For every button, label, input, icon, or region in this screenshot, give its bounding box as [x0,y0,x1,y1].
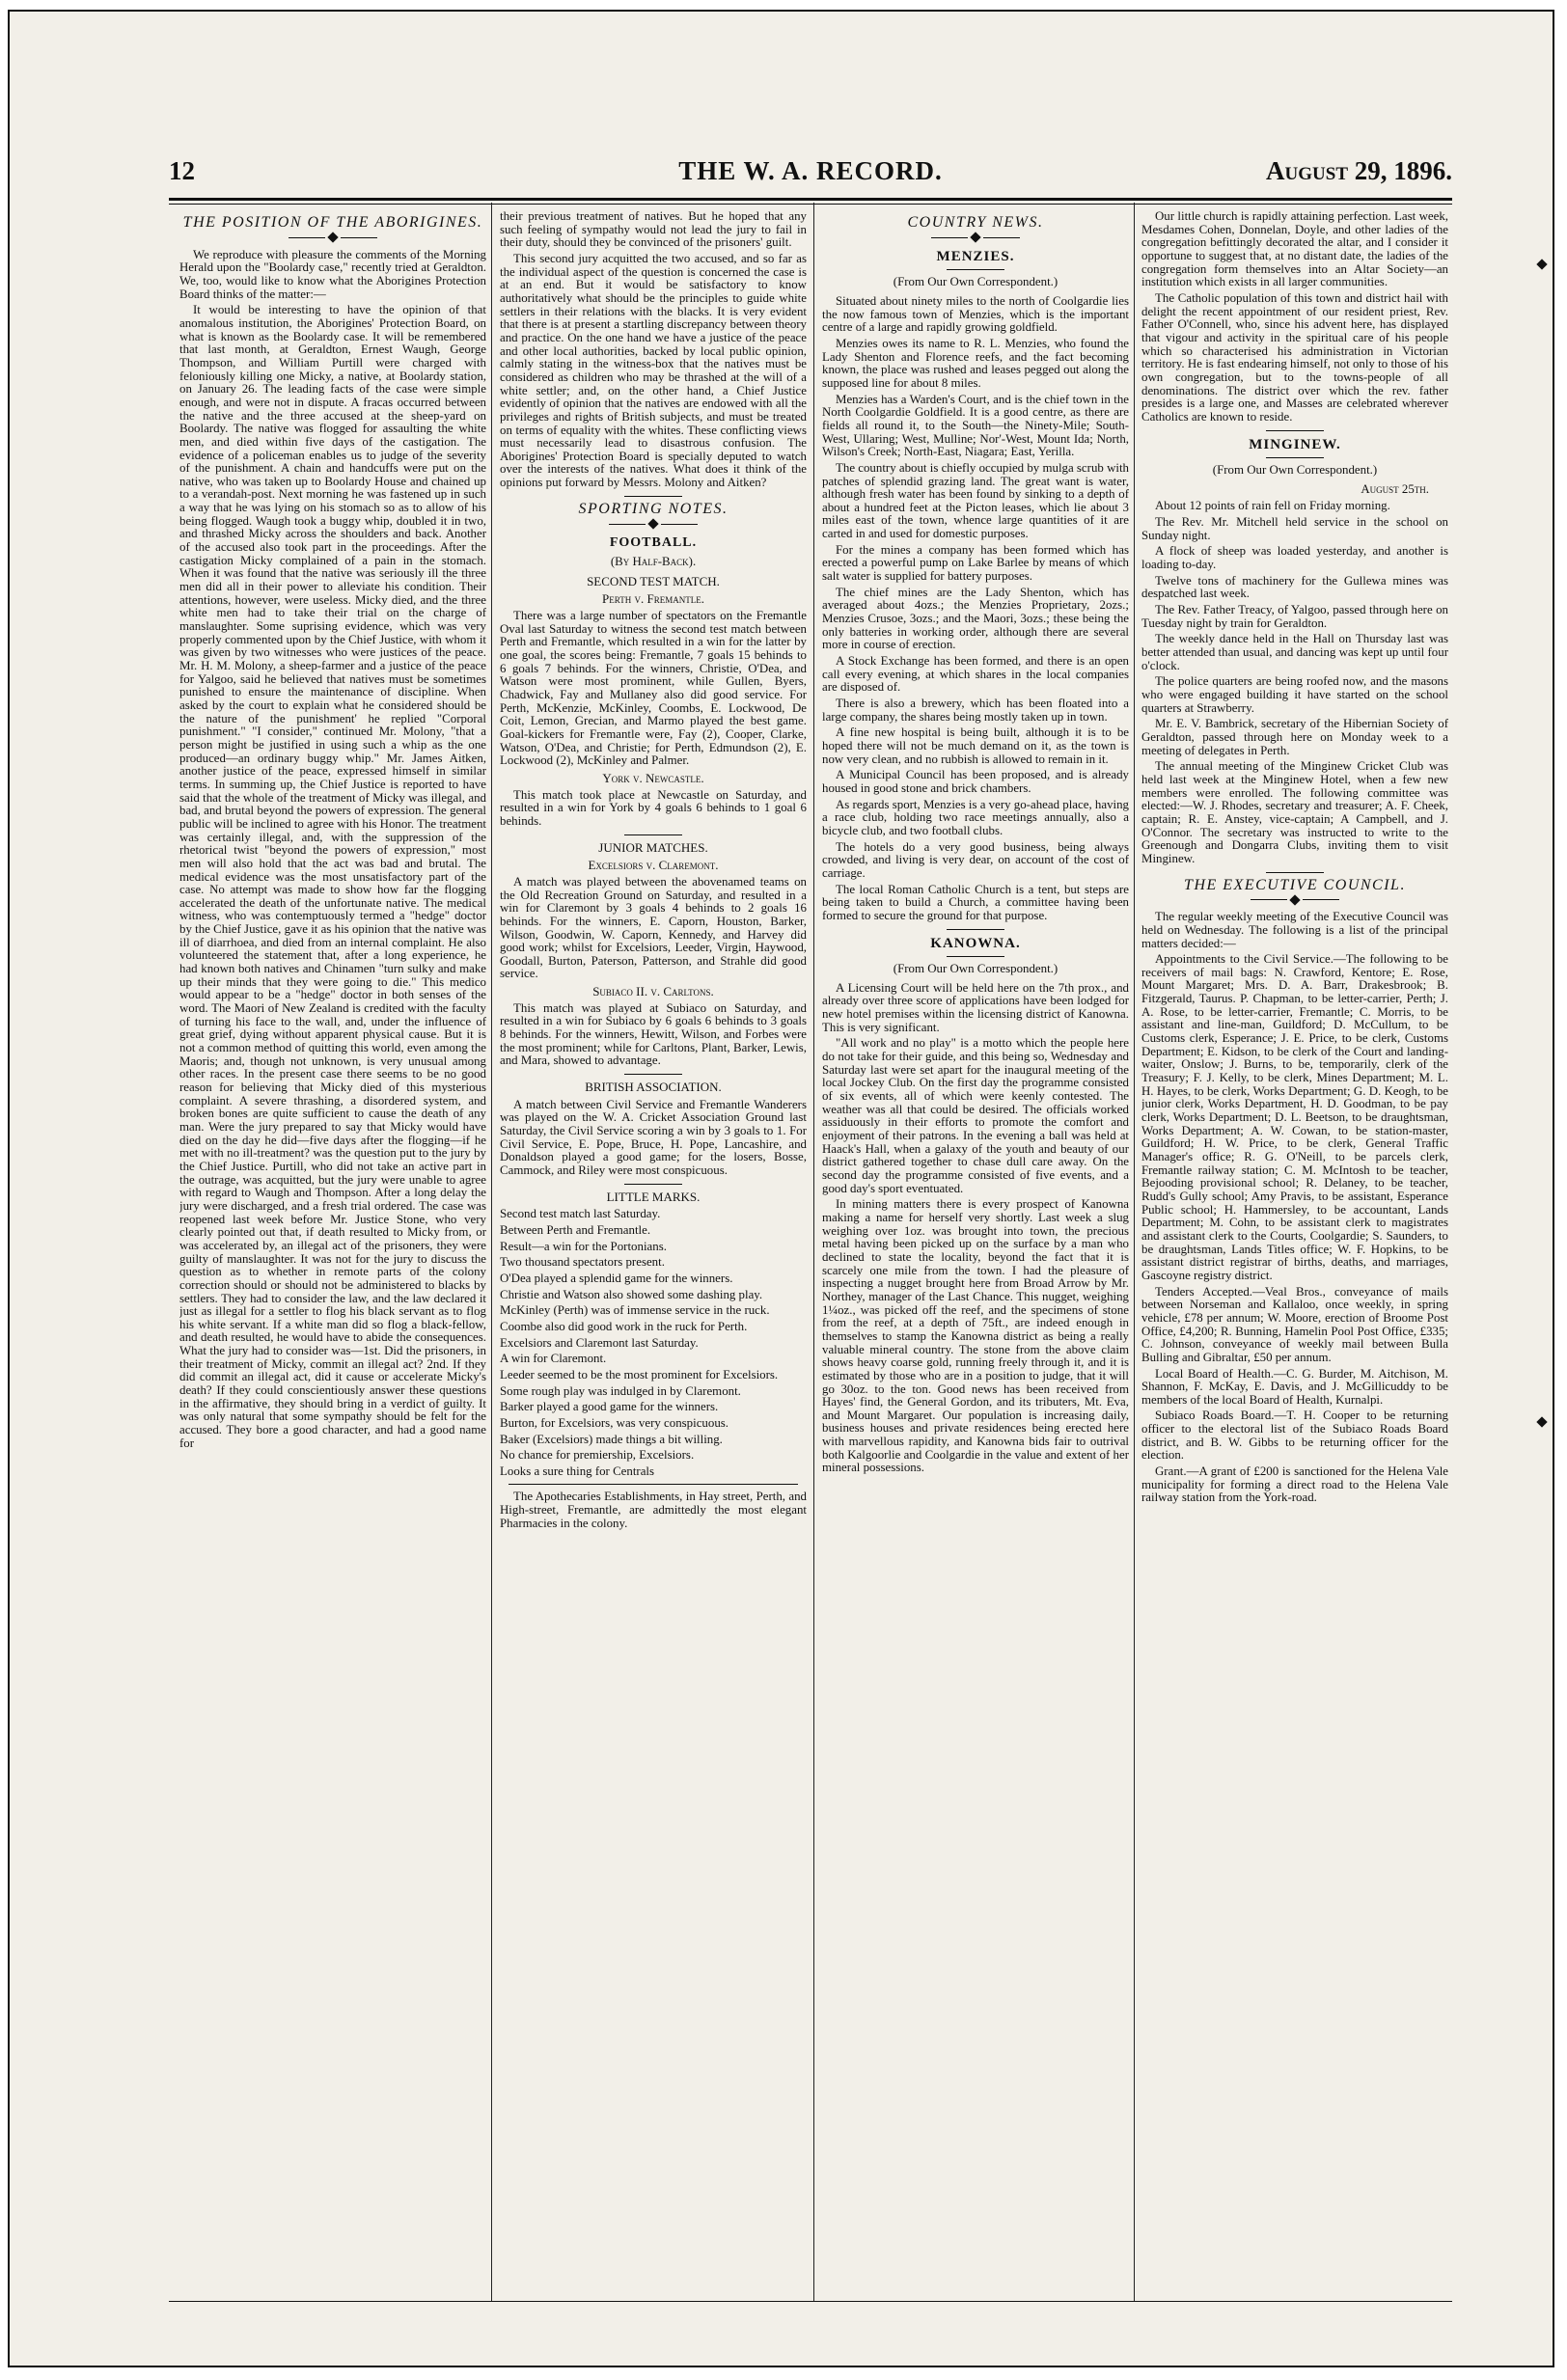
match-heading: SECOND TEST MATCH. [587,573,720,588]
subsection-heading-minginew: MINGINEW. [1249,436,1341,452]
match-report: This match was played at Subiaco on Saturday, and resulted in a win for Subiaco by 6 goals 6 behinds to 3 goals 8 behinds. For the winners, Hewitt, Wilson, and Forbes were the most prominent; while for Carltons, Plant, Barker, Lewis, and Mara, showed to advantage. [500,1000,807,1068]
subsection-heading-menzies: MENZIES. [936,248,1015,264]
article-paragraph: Mr. E. V. Bambrick, secretary of the Hibernian Society of Geraldton, passed through here on Monday week to a meeting of delegates in Perth. [1141,717,1448,757]
list-item: Baker (Excelsiors) made things a bit willing. [500,1432,723,1446]
article-paragraph: About 12 points of rain fell on Friday morning. [1155,499,1390,513]
match-subheading: Excelsiors v. Claremont. [588,858,719,873]
article-paragraph: Twelve tons of machinery for the Gullewa mines was despatched last week. [1141,573,1448,601]
column-3 [822,210,1129,2299]
column-divider [1134,203,1135,2301]
subsection-heading-kanowna: KANOWNA. [930,935,1021,951]
correspondent-line: (From Our Own Correspondent.) [1212,463,1378,478]
list-item: Some rough play was indulged in by Claremont. [500,1383,741,1398]
page-number: 12 [169,156,195,185]
article-paragraph: The weekly dance held in the Hall on Thursday last was better attended than usual, and dancing was kept up until four o'clock. [1141,632,1448,672]
article-paragraph: A fine new hospital is being built, although it is to be hoped there will not be much demand on it, as the town is now very clean, and no rubbish is allowed to remain in it. [822,725,1129,766]
article-paragraph: As regards sport, Menzies is a very go-ahead place, having a race club, holding two race meetings annually, also a bicycle club, and two football clubs. [822,797,1129,837]
article-paragraph: For the mines a company has been formed which has erected a powerful pump on Lake Barlee by means of which salt water is supplied for battery purposes. [822,542,1129,584]
section-rule [509,1484,798,1485]
ornament-divider [822,233,1129,243]
article-paragraph: Our little church is rapidly attaining perfection. Last week, Mesdames Cohen, Donnelan, Doyle, and other ladies of the congregation befittingly decorated the altar, and I consider it opportune to suggest that, at no distant date, the ladies of the congregation form themselves into an Altar Society—an institution which exists in all larger communities. [1141,210,1448,289]
match-subheading: Perth v. Fremantle. [602,591,704,607]
section-rule [624,834,682,835]
list-item: No chance for premiership, Excelsiors. [500,1448,695,1463]
list-item: Leeder seemed to be the most prominent for Excelsiors. [500,1367,779,1381]
match-report: There was a large number of spectators on the Fremantle Oval last Saturday to witness the second test match between Perth and Fremantle, which resulted in a win for the latter by one goal, the scores being: Fremantle, 7 goals 15 behinds to 6 goals 7 behinds. For the winners, Christie, O'Dea, and Watson were most prominent, while Gullen, Byers, Chadwick, Fay and Mullaney also did good service. For Perth, McKenzie, McKinley, Coombs, E. Lockwood, De Coit, Lemon, Grecian, and Marmo played the best game. Goal-kickers for Fremantle were, Fay (2), Cooper, Clarke, Watson, O'Dea, and Christie; for Perth, Edmundson (2), E. Lockwood (2), McKinley and Palmer. [500,609,807,768]
article-intro: We reproduce with pleasure the comments of the Morning Herald upon the "Boolardy case," recently tried at Geraldton. We, too, would like to know what the Aborigines Protection Board thinks of the matter:— [179,247,486,301]
list-item: Christie and Watson also showed some dashing play. [500,1287,763,1301]
bottom-rule [169,2301,1452,2302]
list-item: Between Perth and Fremantle. [500,1222,651,1237]
article-paragraph: The local Roman Catholic Church is a tent, but steps are being taken to build a Church, a committee having been formed to secure the ground for that purpose. [822,882,1129,922]
correspondent-line: (From Our Own Correspondent.) [893,275,1058,289]
match-report: A match between Civil Service and Fremantle Wanderers was played on the W. A. Cricket Association Ground last Saturday, the Civil Service scoring a win by 3 goals to 1. For Civil Service, E. Pope, Bruce, H. Pope, Lancashire, and Donaldson played a good game; for the losers, Bosse, Cammock, and Riley were most conspicuous. [500,1097,807,1177]
masthead-rule-thin [169,204,1452,205]
list-item: Burton, for Excelsiors, was very conspicuous. [500,1415,729,1430]
column-4 [1141,210,1448,2299]
correspondent-line: (From Our Own Correspondent.) [893,962,1058,976]
article-paragraph: Local Board of Health.—C. G. Burder, M. Aitchison, M. Shannon, F. McKay, E. Davis, and J. McGillicuddy to be members of the local Board of Health, Kurnalpi. [1141,1366,1448,1407]
advertisement: The Apothecaries Establishments, in Hay street, Perth, and High-street, Fremantle, are admittedly the most elegant Pharmacies in the colony. [500,1490,807,1530]
masthead-rule [169,198,1452,201]
column-2 [500,210,807,2299]
section-rule [1266,430,1324,431]
article-paragraph: Situated about ninety miles to the north of Coolgardie lies the now famous town of Menzies, which is the important centre of a large and rapidly growing goldfield. [822,293,1129,335]
article-paragraph: The Catholic population of this town and district hail with delight the recent appointment of our resident priest, Rev. Father O'Connell, who, since his advent here, has displayed that vigour and activity in the spiritual care of his people which so characterised his administration in Victorian territory. He is fast endearing himself, not only to those of his own congregation, but to the towns-people of all denominations. The district over which the rev. father presides is a large one, and Masses are celebrated wherever Catholics are known to reside. [1141,290,1448,424]
match-report: A match was played between the abovenamed teams on the Old Recreation Ground on Saturday, and resulted in a win for Claremont by 3 goals 4 behinds to 2 goals 16 behinds. For the winners, E. Caporn, Houston, Barker, Wilson, Goodwin, W. Caporn, Kennedy, and Harvey did good work; whilst for Excelsiors, Leeder, Virgin, Haywood, Goodall, Burton, Paterson, Patterson, and Strahle did good service. [500,874,807,981]
article-paragraph: The police quarters are being roofed now, and the masons who were engaged building it have started on the school quarters at Strawberry. [1141,674,1448,715]
column-divider [491,203,492,2301]
subsection-heading-british: BRITISH ASSOCIATION. [585,1080,722,1095]
masthead [169,156,1452,195]
column-divider [813,203,814,2301]
section-rule [624,496,682,497]
list-item: Coombe also did good work in the ruck for Perth. [500,1319,748,1333]
list-item: Two thousand spectators present. [500,1255,665,1270]
newspaper-title: THE W. A. RECORD. [678,156,943,185]
ornament-divider [179,233,486,243]
article-paragraph: This second jury acquitted the two accused, and so far as the individual aspect of the question is concerned the case is at an end. But it would be satisfactory to know authoritatively what should be the principles to guide white settlers in their relations with the blacks. It is very evident that there is at present a startling discrepancy between theory and practice. On the one hand we have a justice of the peace and other local authorities, backed by local public opinion, calmly stating in the witness-box that the natives must be considered as children who may be thrashed at the will of a white settler; and, on the other hand, a Chief Justice evidently of opinion that the natives are endowed with all the privileges and rights of British subjects, and must be treated on terms of equality with the whites. These conflicting views must necessarily lead to disastrous confusion. The Aborigines' Protection Board is specially deputed to watch over the interests of the natives. What does it think of the opinions put forward by Messrs. Molony and Aitken? [500,251,807,490]
match-report: This match took place at Newcastle on Saturday, and resulted in a win for York by 4 goals 6 behinds to 1 goal 6 behinds. [500,787,807,828]
byline: (By Half-Back). [610,555,697,569]
list-item: McKinley (Perth) was of immense service in the ruck. [500,1303,770,1318]
list-item: Barker played a good game for the winners. [500,1400,719,1414]
article-paragraph: Tenders Accepted.—Veal Bros., conveyance of mails between Norseman and Kallaloo, once weekly, in spring vehicle, £78 per annum; W. Moore, erection of Broome Post Office, £4,200; R. Bunning, Hamelin Pool Post Office, £335; C. Johnson, conveyance of weekly mail between Bulla Bulling and Gibraltar, £50 per annum. [1141,1284,1448,1364]
list-item: Excelsiors and Claremont last Saturday. [500,1335,699,1350]
article-paragraph: The regular weekly meeting of the Executive Council was held on Wednesday. The following is a list of the principal matters decided:— [1141,910,1448,950]
list-item: Result—a win for the Portonians. [500,1239,667,1253]
article-paragraph: The annual meeting of the Minginew Cricket Club was held last week at the Minginew Hotel, when a few new members were enrolled. The following committee was elected:—W. J. Rhodes, secretary and treasurer; A. F. Cheek, captain; R. E. Anstey, vice-captain; A Campbell, and J. O'Connor. The secretary was instructed to write to the Greenough and Dongarra Clubs, inviting them to visit Minginew. [1141,759,1448,865]
article-paragraph: Menzies owes its name to R. L. Menzies, who found the Lady Shenton and Florence reefs, and the fact becoming known, the place was rushed and leases pegged out along the supposed line for about 8 miles. [822,336,1129,390]
article-paragraph: It would be interesting to have the opinion of that anomalous institution, the Aborigines' Protection Board, on what is known as the Boolardy case. It will be remembered that last month, at Geraldton, Ernest Waugh, George Thompson, and William Purtill were charged with feloniously killing one Micky, a native, at Boolardy station, on January 26. The leading facts of the case were simple enough, and were not in dispute. A fracas occurred between the native and the three accused at the sheep-yard on Boolardy. The native was flogged for assaulting the white men, and died within five days of the castigation. The evidence of a policeman enables us to judge of the severity of the punishment. A chain and handcuffs were put on the native, who was taken up to Boolardy House and chained up to a verandah-post. Next morning he was fastened up in such a way that he was lying on his stomach so as to allow of his being flogged. Waugh took a buggy whip, doubled it in two, and thrashed Micky across the shoulders and back. Another of the accused also took part in the proceedings. After the castigation Micky complained of a pain in the stomach. When it was found that the native was seriously ill the three men did all in their power to alleviate his condition. Their attentions, however, were useless. Micky died, and the three white men had to take their trial on the charge of manslaughter. Some suprising evidence, which was very properly commented upon by the Chief Justice, with whom it was given by two witnesses who were justices of the peace. Mr. H. M. Molony, a sheep-farmer and a justice of the peace for Yalgoo, said he believed that natives must be sometimes punished to ensure the maintenance of discipline. When asked by the court to explain what he considered should be the nature of the punishment' he replied "Corporal punishment." "I consider," continued Mr. Molony, "that a person might be justified in using such a whip as the one produced—an ordinary buggy whip." Mr. James Aitken, another justice of the peace, expressed himself in similar terms. In summing up, the Chief Justice is reported to have said that the whole of the treatment of Micky was illegal, and bad, and brutal beyond the powers of expression. The general public will be inclined to agree with his Honor. The treatment was certainly illegal, and, with the suppression of the rhetorical twist "beyond the powers of expression," most men will also hold that the act was bad and brutal. The medical evidence was the most unsatisfactory part of the case. No attempt was made to show how far the flogging accelerated the death of the unfortunate native. The medical witness, who was contemptuously termed a "hedge" doctor by the Chief Justice, gave it as his opinion that the native was ill of diarrhoea, and died from an internal complaint. He also volunteered the statement that, after a long experience, he had known both natives and Chinamen "turn sulky and make up their minds that they were going to die." This medico would appear to be a "hedge" doctor in both senses of the word. The Maori of New Zealand is credited with the faculty of turning his face to the wall, and, under the influence of great grief, dying without apparent physical cause. But it is not a common method of quitting this world, even among the Maoris; and, though not unknown, is very unusual among other races. In the present case there seems to be no good reason for believing that Micky died of this mysterious complaint. A severe thrashing, a disordered system, and broken bones are quite sufficient to cause the death of any man. Were the jury prepared to say that Micky would have died on the day he did—five days after the flogging—if he met with no ill-treatment? was the question put to the jury by the Chief Justice. Purtill, who did not take an active part in the outrage, was acquitted, but the jury were unable to agree with regard to Waugh and Thompson. After a long delay the jury were discharged, and a fresh trial ordered. The case was reopened last week before Mr. Justice Stone, who very clearly pointed out that, if death resulted to Micky from, or was accelerated by, an illegal act of the prisoners, they were guilty of manslaughter. It was not for the jury to discuss the question as to whether in remote parts of the colony correction should or should not be administered to blacks by settlers. They had to consider the law, and the law declared it just as illegal for a settler to flog his black servant as to flog his white servant. If a white man did so flog a black-fellow, and death resulted, he would have to abide the consequences. What the jury had to consider was—1st. Did the prisoners, in their treatment of Micky, commit an illegal act? 2nd. If they did commit an illegal act, did it cause or accelerate Micky's death? If they could conscientiously answer these questions in the affirmative, they should bring in a verdict of guilty. It was only natural that some sympathy should be felt for the accused. They bore a good character, and had a good name for [179,303,486,1450]
list-item: Second test match last Saturday. [500,1207,661,1221]
article-paragraph: Grant.—A grant of £200 is sanctioned for the Helena Vale municipality for forming a direct road to the Helena Vale railway station from the York-road. [1141,1464,1448,1505]
article-heading-aborigines: THE POSITION OF THE ABORIGINES. [182,214,483,231]
dateline: August 25th. [1361,481,1429,496]
section-rule [624,1074,682,1075]
article-paragraph: Menzies has a Warden's Court, and is the chief town in the North Coolgardie Goldfield. It is a good centre, as there are fields all round it, to the South—the Ninety-Mile; South-West, Ullaring; West, Mulline; Nor'-West, Mount Ida; North, Wilson's Creek; North-East, Niagara; East, Yerilla. [822,392,1129,459]
article-paragraph: A Licensing Court will be held here on the 7th prox., and already over three score of applications have been lodged for new hotel premises within the licensing district of Kanowna. This is very significant. [822,980,1129,1034]
article-paragraph: A Municipal Council has been proposed, and is already housed in good stone and brick chambers. [822,768,1129,795]
article-paragraph: The Rev. Father Treacy, of Yalgoo, passed through here on Tuesday night by train for Geraldton. [1141,603,1448,630]
article-paragraph: Subiaco Roads Board.—T. H. Cooper to be returning officer to the electoral list of the Subiaco Roads Board district, and B. W. Gibbs to be returning officer for the election. [1141,1409,1448,1463]
article-paragraph: their previous treatment of natives. But he hoped that any such feeling of sympathy would not lead the jury to fail in their duty, should they be convinced of the prisoners' guilt. [500,210,807,250]
list-item: A win for Claremont. [500,1352,607,1366]
article-paragraph: A flock of sheep was loaded yesterday, and another is loading to-day. [1141,544,1448,572]
match-subheading: Subiaco II. v. Carltons. [592,984,714,999]
column-1 [179,210,486,2299]
article-paragraph: A Stock Exchange has been formed, and there is an open call every evening, at which shares in the local companies are disposed of. [822,654,1129,695]
section-rule [947,269,1004,270]
ornament-divider [1141,895,1448,905]
article-paragraph: "All work and no play" is a motto which the people here do not take for their guide, and this being so, Wednesday and Saturday last were set apart for the inaugural meeting of the local Jockey Club. On the first day the programme consisted of six events, all of which were keenly contested. The weather was all that could be desired. The officials worked assiduously in their efforts to promote the comfort and enjoyment of their patrons. In the evening a ball was held at Haack's Hall, when a galaxy of the youth and beauty of our district gathered together to chase dull care away. On the second day the programme consisted of five events, and a good day's sport eventuated. [822,1036,1129,1195]
article-paragraph: The hotels do a very good business, being always crowded, and living is very dear, on account of the cost of carriage. [822,839,1129,880]
list-item: Looks a sure thing for Centrals [500,1464,655,1478]
section-heading-sporting: SPORTING NOTES. [578,500,729,517]
article-paragraph: Appointments to the Civil Service.—The following to be receivers of mail bags: N. Crawford, Kentore; E. Rose, Mount Margaret; Mrs. D. A. Barr, Drakesbrook; B. Fitzgerald, Taurus. P. Chapman, to be letter-carrier, Perth; J. A. Rose, to be letter-carrier, Fremantle; C. Morris, to be assistant and line-man, Guildford; D. McCullum, to be Customs clerk, Esperance; J. E. Price, to be clerk, Customs Department; E. Kidson, to be clerk of the Court and landing-waiter, Onslow; J. Burns, to be, temporarily, clerk of the Treasury; F. J. Kelly, to be clerk, Mines Department; M. L. H. Hayes, to be clerk, Works Department; G. D. Keogh, to be junior clerk, Works Department, H. D. Goodman, to be pay clerk, Works Department; D. L. Beetson, to be draughtsman, Works Department; A. W. Cowan, to be station-master, Guildford; H. W. Price, to be clerk, General Traffic Manager's office; R. G. O'Neill, to be parcels clerk, Fremantle railway station; C. M. McIntosh to be teacher, Bejooding provisional school; R. Delaney, to be teacher, Rudd's Gully school; Amy Pravis, to be assistant, Esperance Public school; H. Hammersley, to be accountant, Lands Department; M. Cohn, to be assistant clerk to magistrates and assistant clerk to the Courts, Coolgardie; S. Saunders, to be draughtsman, Lands Titles office; W. F. Hopkins, to be assistant district registrar of births, deaths, and marriages, Gascoyne registry district. [1141,952,1448,1282]
section-heading-country-news: COUNTRY NEWS. [907,214,1044,231]
section-rule [947,956,1004,957]
subsection-heading-football: FOOTBALL. [609,535,698,551]
section-heading-executive-council: THE EXECUTIVE COUNCIL. [1184,876,1406,893]
article-paragraph: In mining matters there is every prospect of Kanowna making a name for herself very shortly. Last week a slug weighing over 1oz. was brought into town, the precious metal having been picked up on the surface by a man who declined to state the locality, beyond the fact that it is scarcely one mile from the town. I had the pleasure of inspecting a nugget brought here from Broad Arrow by Mr. Northey, manager of the Last Chance. This nugget, weighing 1¼oz., was picked off the reef, and the specimens of stone from the reef, at a depth of 75ft., are indeed enough in themselves to stamp the Kanowna district as being a really valuable mineral country. The stone from the above claim shows heavy coarse gold, running freely through it, and it is estimated by those who are in a position to judge, that it will go 30oz. to the ton. Good news has been received from Hayes' find, the General Gordon, and its tributers, Mt. Eva, and Mount Margaret. Our population is increasing daily, business houses and private residences being erected here with marvellous rapidity, and Kanowna bids fair to outrival both Kalgoorlie and Coolgardie in the value and extent of her mineral possessions. [822,1197,1129,1475]
ornament-divider [500,519,807,529]
subsection-heading-junior: JUNIOR MATCHES. [598,839,708,855]
article-paragraph: The chief mines are the Lady Shenton, which has averaged about 4ozs.; the Menzies Proprietary, 2ozs.; Menzies Crusoe, 3ozs.; and the Maori, 3ozs.; these being the only batteries in working order, although there are several more in course of erection. [822,585,1129,652]
section-rule [947,929,1004,930]
subsection-heading-little-marks: LITTLE MARKS. [606,1189,701,1204]
match-subheading: York v. Newcastle. [602,770,704,785]
section-rule [624,1184,682,1185]
issue-date: August 29, 1896. [1266,156,1452,185]
article-paragraph: The Rev. Mr. Mitchell held service in the school on Sunday night. [1141,515,1448,542]
section-rule [1266,872,1324,873]
article-paragraph: The country about is chiefly occupied by mulga scrub with patches of splendid grazing land. The great want is water, although fresh water has been found by sinking to a depth of about a hundred feet at the Picton leases, which lie about 3 miles east of the town, whence large quantities of it are carted in and used for domestic purposes. [822,460,1129,541]
section-rule [1266,457,1324,458]
article-paragraph: There is also a brewery, which has been floated into a large company, the shares being mostly taken up in town. [822,697,1129,724]
list-item: O'Dea played a splendid game for the winners. [500,1271,733,1285]
